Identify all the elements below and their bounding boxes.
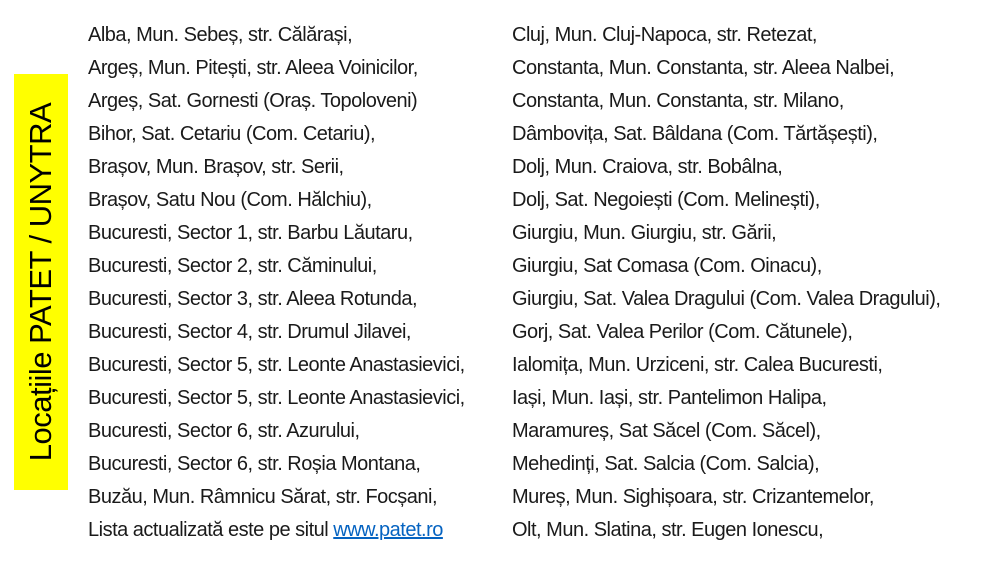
location-item: Olt, Mun. Slatina, str. Eugen Ionescu, <box>512 519 824 541</box>
location-item: Dolj, Sat. Negoiești (Com. Melinești), <box>512 189 820 211</box>
location-item: Brașov, Satu Nou (Com. Hălchiu), <box>88 189 372 211</box>
location-item: Bucuresti, Sector 1, str. Barbu Lăutaru, <box>88 222 413 244</box>
title-banner <box>14 74 68 490</box>
location-item: Constanta, Mun. Constanta, str. Milano, <box>512 90 844 112</box>
location-item: Iași, Mun. Iași, str. Pantelimon Halipa, <box>512 387 827 409</box>
location-item: Mehedinți, Sat. Salcia (Com. Salcia), <box>512 453 820 475</box>
location-item: Brașov, Mun. Brașov, str. Serii, <box>88 156 344 178</box>
location-item: Bucuresti, Sector 5, str. Leonte Anastasievici, <box>88 354 465 376</box>
location-item: Argeș, Sat. Gornesti (Oraș. Topoloveni) <box>88 90 418 112</box>
location-item: Cluj, Mun. Cluj-Napoca, str. Retezat, <box>512 24 817 46</box>
location-item: Bucuresti, Sector 4, str. Drumul Jilavei, <box>88 321 411 343</box>
location-item: Alba, Mun. Sebeș, str. Călărași, <box>88 24 353 46</box>
location-item: Bucuresti, Sector 3, str. Aleea Rotunda, <box>88 288 418 310</box>
location-item: Buzău, Mun. Râmnicu Sărat, str. Focșani, <box>88 486 438 508</box>
location-item: Giurgiu, Sat Comasa (Com. Oinacu), <box>512 255 822 277</box>
location-item: Maramureș, Sat Săcel (Com. Săcel), <box>512 420 821 442</box>
location-item: Giurgiu, Mun. Giurgiu, str. Gării, <box>512 222 777 244</box>
location-item: Constanta, Mun. Constanta, str. Aleea Nalbei, <box>512 57 895 79</box>
location-item: Dolj, Mun. Craiova, str. Bobâlna, <box>512 156 783 178</box>
updated-list-note <box>88 514 465 547</box>
page-title: Locațiile PATET / UNYTRA <box>23 102 59 462</box>
location-item: Bucuresti, Sector 6, str. Azurului, <box>88 420 360 442</box>
location-item: Ialomița, Mun. Urziceni, str. Calea Bucuresti, <box>512 354 883 376</box>
location-item: Dâmbovița, Sat. Bâldana (Com. Tărtășești), <box>512 123 878 145</box>
location-item: Bucuresti, Sector 2, str. Căminului, <box>88 255 377 277</box>
location-item: Argeș, Mun. Pitești, str. Aleea Voinicilor, <box>88 57 418 79</box>
location-item: Mureș, Mun. Sighișoara, str. Crizantemelor, <box>512 486 874 508</box>
location-item: Giurgiu, Sat. Valea Dragului (Com. Valea Dragului), <box>512 288 941 310</box>
location-item: Bucuresti, Sector 6, str. Roșia Montana, <box>88 453 421 475</box>
updated-list-note-text: Lista actualizată este pe situl <box>88 519 334 541</box>
location-item: Gorj, Sat. Valea Perilor (Com. Cătunele), <box>512 321 853 343</box>
locations-column-right <box>512 19 940 547</box>
location-item: Bucuresti, Sector 5, str. Leonte Anastasievici, <box>88 387 465 409</box>
patet-website-link[interactable]: www.patet.ro <box>333 519 443 541</box>
locations-column-left <box>88 19 465 547</box>
location-item: Bihor, Sat. Cetariu (Com. Cetariu), <box>88 123 376 145</box>
